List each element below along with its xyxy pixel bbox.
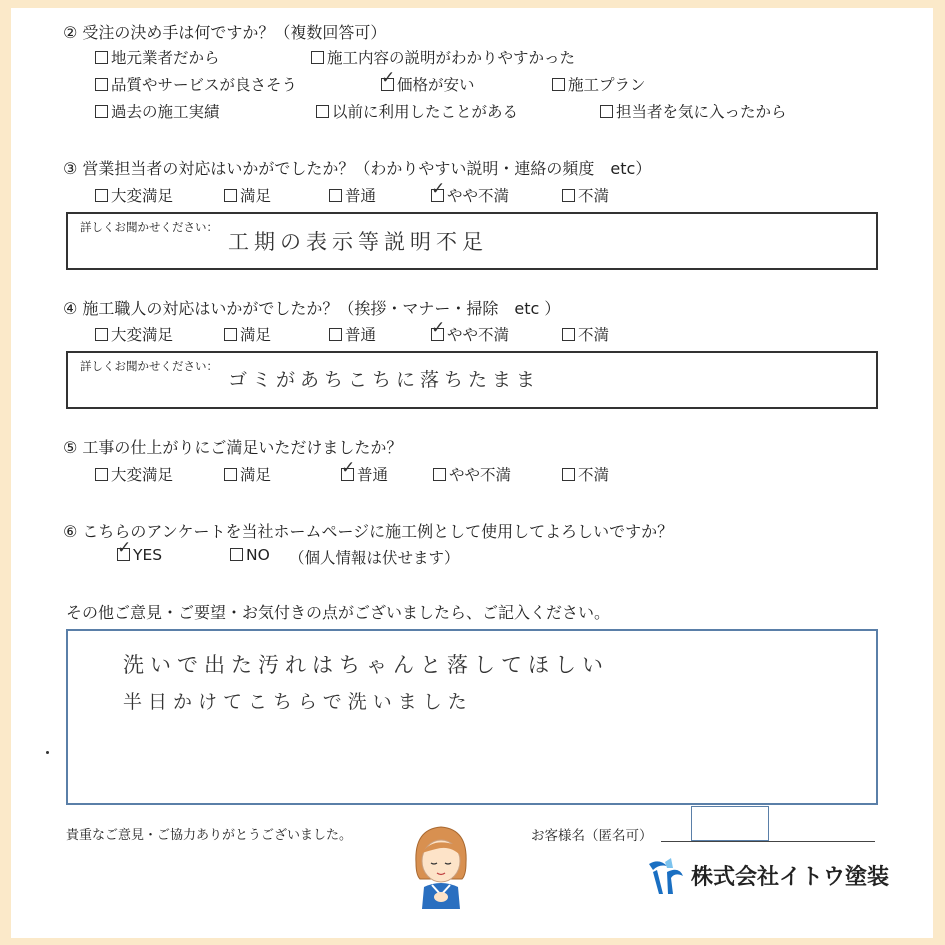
checkbox[interactable]	[95, 51, 108, 64]
q2-option-price[interactable]: ✓ 価格が安い	[381, 68, 475, 94]
comments-prompt: その他ご意見・ご要望・お気付きの点がございましたら、ご記入ください。	[66, 603, 611, 622]
comments-box[interactable]	[66, 629, 878, 805]
checkbox[interactable]	[95, 78, 108, 91]
question-6-title: ⑥ こちらのアンケートを当社ホームページに施工例として使用してよろしいですか？	[63, 522, 674, 541]
ink-speck	[46, 751, 49, 754]
check-mark-icon: ✓	[431, 179, 446, 199]
checkbox[interactable]	[329, 328, 342, 341]
checkbox[interactable]	[311, 51, 324, 64]
checkbox[interactable]	[224, 189, 237, 202]
q2-option-plan[interactable]: 施工プラン	[552, 73, 646, 95]
question-5-title: ⑤ 工事の仕上がりにご満足いただけましたか？	[63, 438, 403, 457]
q3-option-dissatisfied[interactable]: 不満	[562, 184, 609, 206]
q6-note: （個人情報は伏せます）	[289, 549, 460, 567]
checkbox[interactable]	[562, 328, 575, 341]
q5-option-average[interactable]: ✓ 普通	[341, 458, 389, 484]
q3-option-somewhat-dissatisfied[interactable]: ✓ やや不満	[431, 179, 510, 205]
checkbox[interactable]	[230, 548, 243, 561]
q4-option-average[interactable]: 普通	[329, 323, 376, 345]
q4-option-very-satisfied[interactable]: 大変満足	[95, 323, 173, 345]
checkbox[interactable]	[562, 189, 575, 202]
question-3-title: ③ 営業担当者の対応はいかがでしたか？（わかりやすい説明・連絡の頻度 etc）	[63, 159, 652, 178]
staff-illustration-icon	[406, 823, 476, 909]
thanks-message: 貴重なご意見・ご協力ありがとうございました。	[66, 828, 353, 843]
survey-sheet	[11, 8, 933, 938]
q2-option-quality[interactable]: 品質やサービスが良さそう	[95, 73, 297, 95]
checkbox-checked[interactable]	[381, 68, 396, 91]
comment-line-1: 洗いで出た汚れはちゃんと落してほしい	[123, 653, 609, 677]
q3-detail-box[interactable]	[66, 212, 878, 270]
checkbox-checked[interactable]	[431, 179, 446, 202]
checkbox[interactable]	[95, 328, 108, 341]
customer-name-label: お客様名（匿名可）	[531, 828, 653, 844]
q2-option-local[interactable]: 地元業者だから	[95, 46, 220, 68]
q2-option-staff[interactable]: 担当者を気に入ったから	[600, 100, 787, 122]
check-mark-icon: ✓	[381, 68, 396, 88]
customer-name-field[interactable]	[691, 806, 769, 841]
q3-option-very-satisfied[interactable]: 大変満足	[95, 184, 173, 206]
q5-option-satisfied[interactable]: 満足	[224, 463, 271, 485]
checkbox[interactable]	[95, 468, 108, 481]
q4-option-somewhat-dissatisfied[interactable]: ✓ やや不満	[431, 318, 510, 344]
q4-option-satisfied[interactable]: 満足	[224, 323, 271, 345]
question-2-title: ② 受注の決め手は何ですか？（複数回答可）	[63, 23, 387, 42]
checkbox[interactable]	[95, 105, 108, 118]
checkbox-checked[interactable]	[431, 318, 446, 341]
checkbox[interactable]	[95, 189, 108, 202]
checkbox[interactable]	[224, 328, 237, 341]
q6-option-no[interactable]: NO	[230, 546, 270, 564]
checkbox-checked[interactable]	[341, 458, 356, 481]
q4-detail-handwriting: ゴミがあちこちに落ちたまま	[228, 369, 541, 391]
company-name: 株式会社イトウ塗装	[691, 865, 890, 890]
comment-line-2: 半日かけてこちらで洗いました	[123, 691, 473, 713]
customer-name-underline	[661, 841, 875, 842]
q6-option-yes[interactable]: ✓ YES	[117, 538, 163, 564]
q2-option-explanation[interactable]: 施工内容の説明がわかりやすかった	[311, 46, 575, 68]
q5-option-very-satisfied[interactable]: 大変満足	[95, 463, 173, 485]
question-4-title: ④ 施工職人の対応はいかがでしたか？（挨拶・マナー・掃除 etc ）	[63, 299, 561, 318]
q3-detail-label: 詳しくお聞かせください：	[80, 220, 218, 234]
checkbox[interactable]	[600, 105, 613, 118]
check-mark-icon: ✓	[431, 318, 446, 338]
checkbox[interactable]	[224, 468, 237, 481]
check-mark-icon: ✓	[341, 458, 356, 478]
q4-detail-box[interactable]	[66, 351, 878, 409]
q3-detail-handwriting: 工期の表示等説明不足	[228, 230, 488, 254]
q4-detail-label: 詳しくお聞かせください：	[80, 359, 218, 373]
check-mark-icon: ✓	[117, 538, 132, 558]
q3-option-satisfied[interactable]: 満足	[224, 184, 271, 206]
checkbox[interactable]	[552, 78, 565, 91]
checkbox[interactable]	[562, 468, 575, 481]
checkbox[interactable]	[329, 189, 342, 202]
q5-option-somewhat-dissatisfied[interactable]: やや不満	[433, 463, 511, 485]
q4-option-dissatisfied[interactable]: 不満	[562, 323, 609, 345]
checkbox[interactable]	[433, 468, 446, 481]
q5-option-dissatisfied[interactable]: 不満	[562, 463, 609, 485]
q2-option-record[interactable]: 過去の施工実績	[95, 100, 220, 122]
q2-option-used-before[interactable]: 以前に利用したことがある	[316, 100, 518, 122]
q3-option-average[interactable]: 普通	[329, 184, 376, 206]
checkbox[interactable]	[316, 105, 329, 118]
company-logo-icon	[645, 856, 687, 898]
checkbox-checked[interactable]	[117, 538, 132, 561]
